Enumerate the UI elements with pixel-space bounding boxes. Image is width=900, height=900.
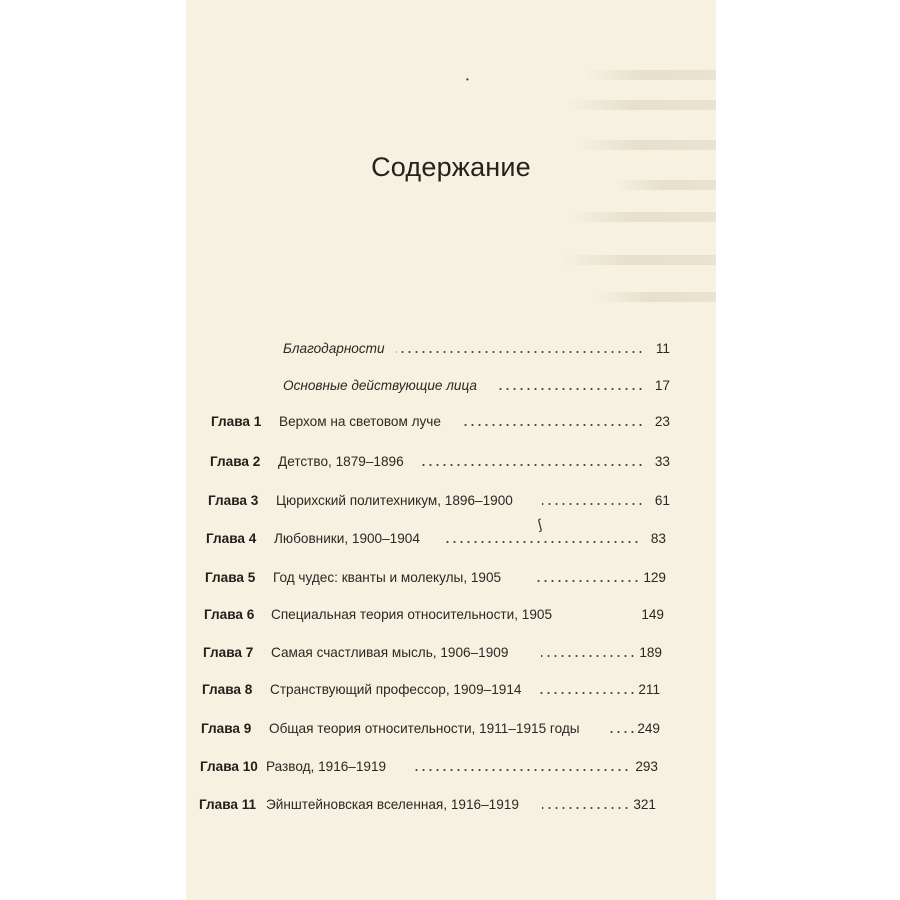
bleed-through-line: [566, 100, 716, 110]
toc-page-number: 129: [643, 570, 666, 585]
toc-page-number: 61: [654, 493, 670, 508]
toc-chapter-number: Глава 9: [201, 721, 252, 736]
toc-entry: [186, 451, 670, 473]
toc-entry: [186, 642, 662, 664]
toc-leader-dots: [610, 731, 636, 733]
toc-page-number: 321: [633, 797, 656, 812]
toc-entry: [186, 567, 666, 589]
toc-page-number: 189: [639, 645, 662, 660]
toc-entry: [186, 756, 658, 778]
toc-chapter-title: Любовники, 1900–1904: [274, 531, 420, 546]
toc-chapter-number: Глава 1: [211, 414, 262, 429]
toc-chapter-title: Цюрихский политехникум, 1896–1900: [276, 493, 513, 508]
toc-chapter-title: Детство, 1879–1896: [278, 454, 404, 469]
toc-page-number: 17: [654, 378, 670, 393]
toc-chapter-number: Глава 10: [200, 759, 258, 774]
bleed-through-line: [576, 140, 716, 150]
toc-leader-dots: [462, 424, 644, 426]
toc-chapter-title: Основные действующие лица: [283, 378, 477, 393]
toc-chapter-title: Странствующий профессор, 1909–1914: [270, 682, 522, 697]
toc-entry: [186, 490, 670, 512]
toc-leader-dots: [542, 503, 644, 505]
toc-leader-dots: [541, 655, 636, 657]
ink-speck: •: [466, 75, 469, 84]
toc-chapter-title: Верхом на световом луче: [279, 414, 441, 429]
toc-leader-dots: [396, 351, 644, 353]
toc-leader-dots: [442, 541, 640, 543]
toc-entry: [186, 338, 670, 360]
toc-page-number: 211: [638, 682, 660, 697]
toc-entry: [186, 679, 660, 701]
toc-entry: [186, 411, 670, 433]
toc-entry: [186, 794, 656, 816]
toc-leader-dots: [536, 580, 640, 582]
toc-chapter-title: Общая теория относительности, 1911–1915 годы: [269, 721, 580, 736]
toc-page-number: 23: [654, 414, 670, 429]
toc-entry: [186, 528, 666, 550]
bleed-through-line: [596, 292, 716, 302]
ink-speck: ʃ: [535, 515, 544, 533]
toc-chapter-number: Глава 8: [202, 682, 253, 697]
toc-leader-dots: [536, 692, 636, 694]
toc-chapter-number: Глава 7: [203, 645, 254, 660]
toc-chapter-title: Самая счастливая мысль, 1906–1909: [271, 645, 509, 660]
toc-page-number: 83: [650, 531, 666, 546]
toc-chapter-title: Специальная теория относительности, 1905: [271, 607, 553, 622]
toc-page-number: 33: [654, 454, 670, 469]
toc-chapter-title: Эйнштейновская вселенная, 1916–1919: [266, 797, 519, 812]
toc-page-number: 249: [637, 721, 660, 736]
bleed-through-line: [586, 70, 716, 80]
toc-entry: [186, 375, 670, 397]
book-page: [186, 0, 716, 900]
toc-page-number: 149: [641, 607, 664, 622]
toc-chapter-number: Глава 5: [205, 570, 256, 585]
bleed-through-line: [561, 255, 716, 265]
toc-chapter-number: Глава 11: [199, 797, 257, 812]
toc-leader-dots: [542, 807, 630, 809]
bleed-through-line: [571, 212, 716, 222]
toc-entry: [186, 718, 660, 740]
toc-chapter-title: Благодарности: [283, 341, 385, 356]
toc-chapter-number: Глава 4: [206, 531, 257, 546]
toc-page-number: 11: [655, 341, 670, 356]
toc-chapter-title: Год чудес: кванты и молекулы, 1905: [273, 570, 502, 585]
toc-leader-dots: [411, 769, 630, 771]
toc-chapter-title: Развод, 1916–1919: [266, 759, 387, 774]
toc-leader-dots: [498, 388, 644, 390]
toc-leader-dots: [422, 464, 644, 466]
toc-entry: [186, 604, 664, 626]
toc-page-number: 293: [635, 759, 658, 774]
toc-chapter-number: Глава 2: [210, 454, 261, 469]
toc-chapter-number: Глава 3: [208, 493, 259, 508]
page-title: Содержание: [371, 152, 531, 182]
toc-chapter-number: Глава 6: [204, 607, 255, 622]
